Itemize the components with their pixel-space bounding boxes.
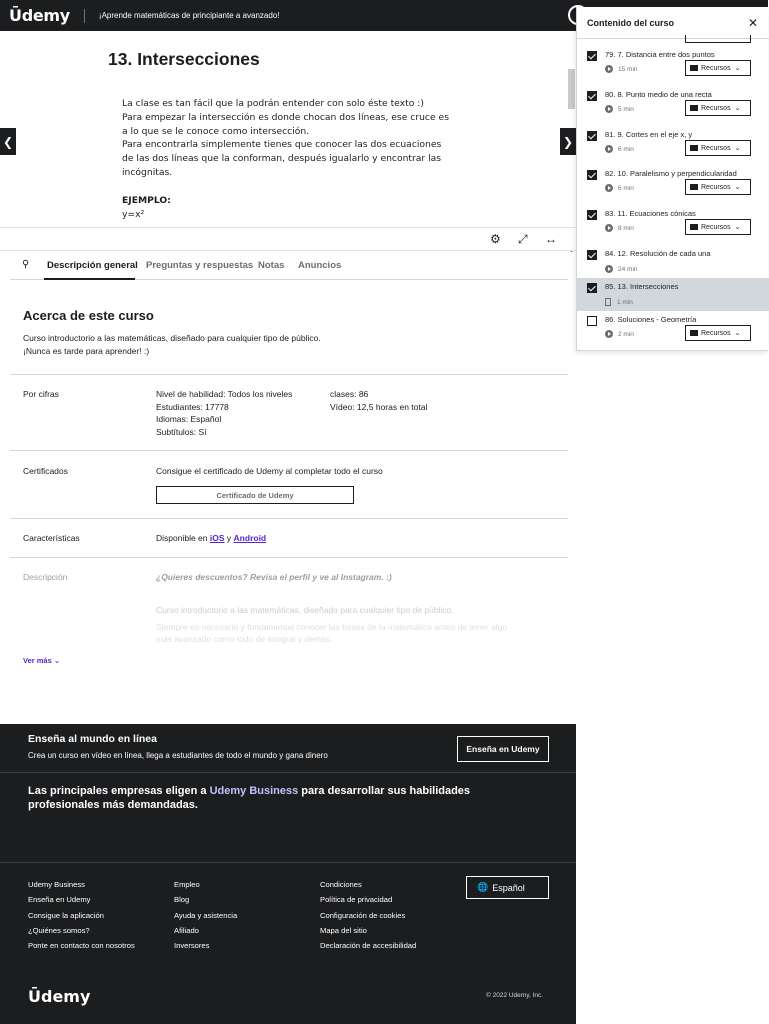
duration-text: 1 min bbox=[617, 298, 633, 306]
resources-dropdown-button[interactable] bbox=[685, 325, 751, 341]
certificates-label: Certificados bbox=[23, 466, 68, 476]
sidebar-lecture-item[interactable] bbox=[577, 205, 769, 238]
description-promo: ¿Quieres descuentos? Revisa el perfil y ve al Instagram. :) bbox=[156, 572, 392, 582]
tab-questions[interactable]: Preguntas y respuestas bbox=[146, 260, 254, 271]
chevron-down-icon: ⌄ bbox=[734, 105, 741, 112]
ios-link[interactable]: iOS bbox=[209, 533, 225, 543]
chevron-down-icon: ⌄ bbox=[53, 656, 61, 665]
lecture-title: 79. 7. Distancia entre dos puntos bbox=[605, 50, 715, 59]
divider bbox=[10, 450, 568, 451]
resources-button-partial[interactable] bbox=[685, 35, 751, 43]
resources-label: Recursos bbox=[701, 104, 731, 112]
footer-link[interactable]: Blog bbox=[174, 895, 190, 905]
duration-text: 8 min bbox=[618, 224, 634, 232]
teach-text: Crea un curso en vídeo en línea, llega a estudiantes de todo el mundo y gana dinero bbox=[28, 751, 328, 760]
see-more-label: Ver más bbox=[23, 656, 52, 665]
lecture-controls-bar bbox=[0, 227, 576, 251]
gear-icon[interactable]: ⚙ bbox=[490, 232, 501, 246]
description-text-faded: Siempre es necesario y fundamental conocer las bases de la matemática antes de tener algo más avanzado como todo de integral y demás. bbox=[156, 622, 508, 644]
close-icon[interactable]: ✕ bbox=[748, 16, 759, 30]
certificate-button[interactable]: Certificado de Udemy bbox=[156, 486, 354, 504]
stat-item: clases: 86 bbox=[330, 389, 369, 399]
tab-announcements[interactable]: Anuncios bbox=[298, 260, 342, 271]
stat-item: Nivel de habilidad: Todos los niveles bbox=[156, 389, 293, 399]
sidebar-lecture-item[interactable] bbox=[577, 245, 769, 278]
see-more-button[interactable] bbox=[23, 656, 60, 665]
certificates-text: Consigue el certificado de Udemy al completar todo el curso bbox=[156, 466, 383, 476]
footer-link[interactable]: Consigue la aplicación bbox=[28, 910, 104, 920]
search-icon[interactable]: ⚲ bbox=[22, 259, 30, 270]
about-heading: Acerca de este curso bbox=[23, 308, 154, 323]
active-tab-indicator bbox=[44, 278, 135, 280]
features-and: y bbox=[226, 533, 232, 543]
play-icon bbox=[605, 224, 613, 232]
duration-text: 24 min bbox=[618, 265, 638, 273]
lecture-title: 86. Soluciones - Geometría bbox=[605, 315, 697, 324]
folder-icon bbox=[690, 145, 698, 151]
lecture-heading: 13. Intersecciones bbox=[108, 49, 260, 69]
folder-icon bbox=[690, 65, 698, 71]
features-text bbox=[156, 532, 266, 545]
folder-icon bbox=[690, 224, 698, 230]
completion-checkbox[interactable] bbox=[587, 91, 597, 101]
lecture-duration bbox=[605, 184, 634, 192]
sidebar-title: Contenido del curso bbox=[587, 18, 675, 28]
stats-label: Por cifras bbox=[23, 389, 59, 399]
description-text: Curso introductorio a las matemáticas, diseñado para cualquier tipo de público. bbox=[156, 605, 454, 615]
stats-column-1 bbox=[156, 388, 292, 438]
next-lecture-button[interactable] bbox=[560, 128, 576, 155]
features-label: Características bbox=[23, 533, 80, 543]
footer-link[interactable]: Configuración de cookies bbox=[320, 910, 406, 920]
duration-text: 6 min bbox=[618, 184, 634, 192]
arrows-horizontal-icon[interactable]: ↔ bbox=[545, 232, 557, 246]
completion-checkbox[interactable] bbox=[587, 283, 597, 293]
resources-label: Recursos bbox=[701, 183, 731, 191]
resources-dropdown-button[interactable] bbox=[685, 179, 751, 195]
play-icon bbox=[605, 330, 613, 338]
stat-item: Vídeo: 12,5 horas en total bbox=[330, 401, 428, 412]
folder-icon bbox=[690, 184, 698, 190]
sidebar-lecture-item[interactable] bbox=[577, 46, 769, 79]
stat-item: Idiomas: Español bbox=[156, 414, 222, 424]
lecture-paragraph: Para encontrarla simplemente tienes que conocer las dos ecuaciones de las dos líneas que la conforman, después igualarlo y encontrar las incógnitas. bbox=[122, 139, 442, 178]
language-button[interactable] bbox=[466, 876, 549, 899]
android-link[interactable]: Android bbox=[233, 533, 267, 543]
stats-column-2 bbox=[330, 388, 427, 413]
footer-link[interactable]: Declaración de accesibilidad bbox=[320, 941, 417, 951]
teach-heading: Enseña al mundo en línea bbox=[28, 733, 157, 745]
completion-checkbox[interactable] bbox=[587, 210, 597, 220]
play-icon bbox=[605, 184, 613, 192]
chevron-down-icon: ⌄ bbox=[734, 145, 741, 152]
sidebar-lecture-item[interactable] bbox=[577, 165, 769, 198]
business-text: Las principales empresas eligen a bbox=[28, 785, 210, 797]
course-content-sidebar bbox=[576, 7, 768, 351]
sidebar-lecture-item[interactable] bbox=[577, 126, 769, 159]
footer-link[interactable]: ¿Quiénes somos? bbox=[28, 925, 90, 935]
lecture-title: 81. 9. Cortes en el eje x, y bbox=[605, 130, 693, 139]
udemy-business-link[interactable]: Udemy Business bbox=[209, 785, 299, 797]
footer-link[interactable]: Política de privacidad bbox=[320, 895, 393, 905]
completion-checkbox[interactable] bbox=[587, 250, 597, 260]
resources-dropdown-button[interactable] bbox=[685, 60, 751, 76]
copyright: © 2022 Udemy, Inc. bbox=[486, 992, 544, 999]
lecture-duration bbox=[605, 298, 633, 306]
stat-item: Estudiantes: 17778 bbox=[156, 401, 229, 412]
resources-dropdown-button[interactable] bbox=[685, 140, 751, 156]
example-equation: y=x² bbox=[122, 208, 145, 220]
lecture-duration bbox=[605, 65, 638, 73]
sidebar-lecture-item[interactable] bbox=[577, 311, 769, 344]
globe-icon: 🌐 bbox=[477, 882, 489, 892]
completion-checkbox[interactable] bbox=[587, 170, 597, 180]
teach-on-udemy-button[interactable]: Enseña en Udemy bbox=[457, 736, 549, 762]
footer-links-column bbox=[320, 877, 416, 953]
chevron-left-icon: ❮ bbox=[2, 134, 14, 149]
sidebar-lecture-item[interactable] bbox=[577, 278, 769, 311]
chevron-down-icon: ⌄ bbox=[734, 184, 741, 191]
chevron-down-icon: ⌄ bbox=[734, 330, 741, 337]
completion-checkbox[interactable] bbox=[587, 51, 597, 61]
about-line: ¡Nunca es tarde para aprender! :) bbox=[23, 345, 150, 356]
duration-text: 2 min bbox=[618, 330, 634, 338]
course-title[interactable]: ¡Aprende matemáticas de principiante a avanzado! bbox=[98, 11, 280, 20]
previous-lecture-button[interactable] bbox=[0, 128, 16, 155]
lecture-paragraph: La clase es tan fácil que la podrán entender con solo éste texto :) bbox=[122, 98, 424, 109]
footer-link[interactable]: Inversores bbox=[174, 941, 210, 951]
footer-link[interactable]: Enseña en Udemy bbox=[28, 895, 91, 905]
lecture-title: 84. 12. Resolución de cada una bbox=[605, 249, 711, 258]
divider bbox=[0, 772, 576, 773]
tab-overview[interactable]: Descripción general bbox=[47, 260, 138, 271]
chevron-down-icon: ⌄ bbox=[734, 65, 741, 72]
lecture-viewer bbox=[0, 31, 576, 227]
completion-checkbox[interactable] bbox=[587, 316, 597, 326]
business-banner bbox=[28, 784, 538, 812]
divider bbox=[10, 518, 568, 519]
udemy-logo[interactable]: Ūdemy bbox=[28, 987, 91, 1006]
footer-link[interactable]: Udemy Business bbox=[28, 880, 85, 889]
resources-label: Recursos bbox=[701, 329, 731, 337]
tab-notes[interactable]: Notas bbox=[258, 260, 285, 271]
example-label: EJEMPLO: bbox=[122, 194, 171, 206]
play-icon bbox=[605, 265, 613, 273]
lecture-duration bbox=[605, 330, 634, 338]
lecture-title: 85. 13. Intersecciones bbox=[605, 282, 679, 291]
footer-link[interactable]: Empleo bbox=[174, 880, 200, 889]
folder-icon bbox=[690, 105, 698, 111]
footer-links-column bbox=[174, 877, 237, 953]
footer-link[interactable]: Condiciones bbox=[320, 880, 362, 889]
play-icon bbox=[605, 145, 613, 153]
duration-text: 5 min bbox=[618, 105, 634, 113]
description-label: Descripción bbox=[23, 572, 68, 582]
divider bbox=[10, 374, 568, 375]
lecture-title: 80. 8. Punto medio de una recta bbox=[605, 90, 712, 99]
play-icon bbox=[605, 65, 613, 73]
features-prefix: Disponible en bbox=[156, 533, 208, 543]
footer-link[interactable]: Afiliado bbox=[174, 925, 199, 935]
lecture-paragraph: Para empezar la intersección es donde chocan dos líneas, ese cruce es a lo que se le conoce como intersección. bbox=[122, 111, 449, 137]
about-text bbox=[23, 332, 321, 357]
lecture-duration bbox=[605, 265, 638, 273]
footer bbox=[0, 724, 576, 1024]
lecture-title: 83. 11. Ecuaciones cónicas bbox=[605, 209, 696, 218]
resources-dropdown-button[interactable] bbox=[685, 100, 751, 116]
divider bbox=[10, 557, 568, 558]
folder-icon bbox=[690, 330, 698, 336]
stat-item: Subtítulos: Sí bbox=[156, 426, 207, 437]
resources-label: Recursos bbox=[701, 64, 731, 72]
divider bbox=[0, 862, 576, 863]
chevron-down-icon: ⌄ bbox=[734, 224, 741, 231]
resources-label: Recursos bbox=[701, 223, 731, 231]
lecture-title: 82. 10. Paralelismo y perpendicularidad bbox=[605, 169, 737, 178]
resources-dropdown-button[interactable] bbox=[685, 219, 751, 235]
footer-link[interactable]: Ponte en contacto con nosotros bbox=[28, 941, 135, 951]
footer-link[interactable]: Mapa del sitio bbox=[320, 925, 367, 935]
language-label: Español bbox=[492, 882, 525, 893]
lecture-duration bbox=[605, 105, 634, 113]
play-icon bbox=[605, 105, 613, 113]
divider bbox=[84, 9, 85, 23]
document-icon bbox=[605, 298, 611, 306]
scrollbar-thumb[interactable] bbox=[568, 69, 575, 109]
udemy-logo[interactable]: Ūdemy bbox=[9, 6, 70, 25]
sidebar-lecture-item[interactable] bbox=[577, 86, 769, 119]
lecture-duration bbox=[605, 145, 634, 153]
course-tabs bbox=[10, 252, 568, 280]
resources-label: Recursos bbox=[701, 144, 731, 152]
lecture-duration bbox=[605, 224, 634, 232]
footer-link[interactable]: Ayuda y asistencia bbox=[174, 910, 238, 920]
expand-icon[interactable]: ⤢ bbox=[518, 232, 528, 246]
business-text: para desarrollar sus habilidades profesionales más demandadas. bbox=[28, 785, 471, 811]
duration-text: 15 min bbox=[618, 65, 638, 73]
completion-checkbox[interactable] bbox=[587, 131, 597, 141]
lecture-body bbox=[122, 97, 452, 221]
duration-text: 6 min bbox=[618, 145, 634, 153]
footer-links-column bbox=[28, 877, 135, 953]
chevron-right-icon: ❯ bbox=[562, 134, 574, 149]
about-line: Curso introductorio a las matemáticas, diseñado para cualquier tipo de público. bbox=[23, 333, 321, 343]
